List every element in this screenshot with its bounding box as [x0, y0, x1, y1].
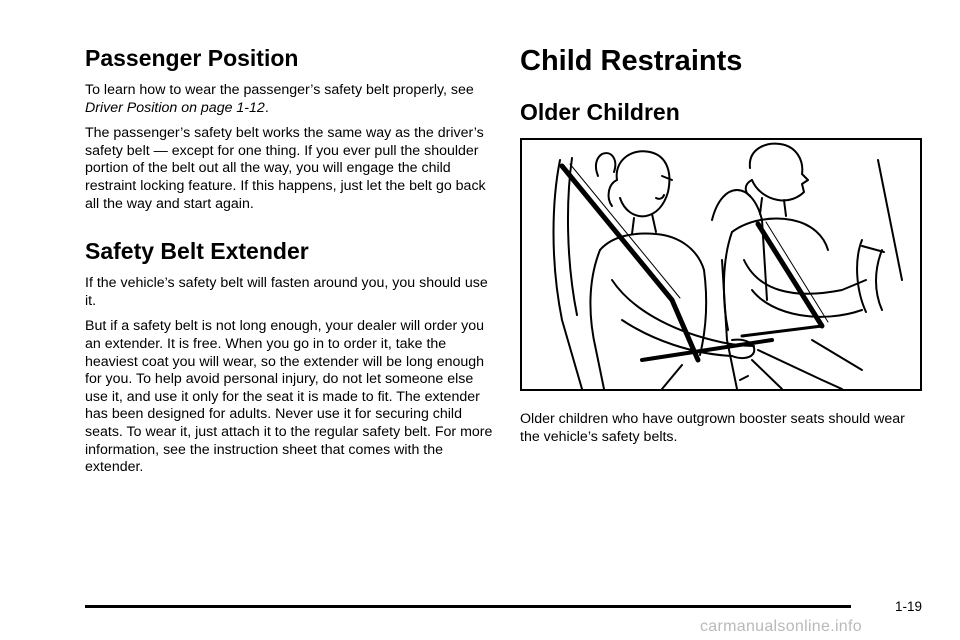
footer-rule	[85, 605, 851, 608]
passenger-position-heading: Passenger Position	[85, 45, 299, 71]
older-children-heading: Older Children	[520, 99, 680, 125]
passenger-position-paragraph-2: The passenger’s safety belt works the same way as the driver’s safety belt — except for one thing. If you ever pull the shoulder portion of the belt out all the way, you will engage the child restraint locking feature. If this happens, just let the belt go back all the way and start again.	[85, 125, 486, 212]
older-children-caption: Older children who have outgrown booster seats should wear the vehicle’s safety belts.	[520, 411, 905, 445]
seated-passengers-drawing	[522, 140, 920, 389]
extender-paragraph-1: If the vehicle’s safety belt will fasten around you, you should use it.	[85, 275, 488, 309]
page-number: 1-19	[895, 599, 923, 614]
safety-belt-extender-heading: Safety Belt Extender	[85, 238, 309, 265]
extender-paragraph-2: But if a safety belt is not long enough, your dealer will order you an extender. It is free. When you go in to order it, take the heaviest coat you will wear, so the extender will be long enough for you. To help avoid personal injury, do not let someone else use it, and use it only for the seat it is made to fit. The extender has been designed for adults. Never use it for securing child seats. To wear it, just attach it to the regular safety belt. For more information, see the instruction sheet that comes with the extender.	[85, 318, 493, 476]
older-children-illustration	[520, 138, 922, 391]
child-restraints-heading: Child Restraints	[520, 45, 743, 77]
right-column	[520, 44, 924, 454]
left-column	[85, 44, 497, 485]
passenger-p1-text: To learn how to wear the passenger’s safety belt properly, see	[85, 82, 474, 98]
passenger-position-paragraph-1	[85, 82, 497, 117]
passenger-p1-end: .	[264, 99, 269, 116]
watermark: carmanualsonline.info	[700, 618, 862, 635]
driver-position-cross-reference[interactable]: Driver Position on page 1-12	[85, 99, 265, 116]
